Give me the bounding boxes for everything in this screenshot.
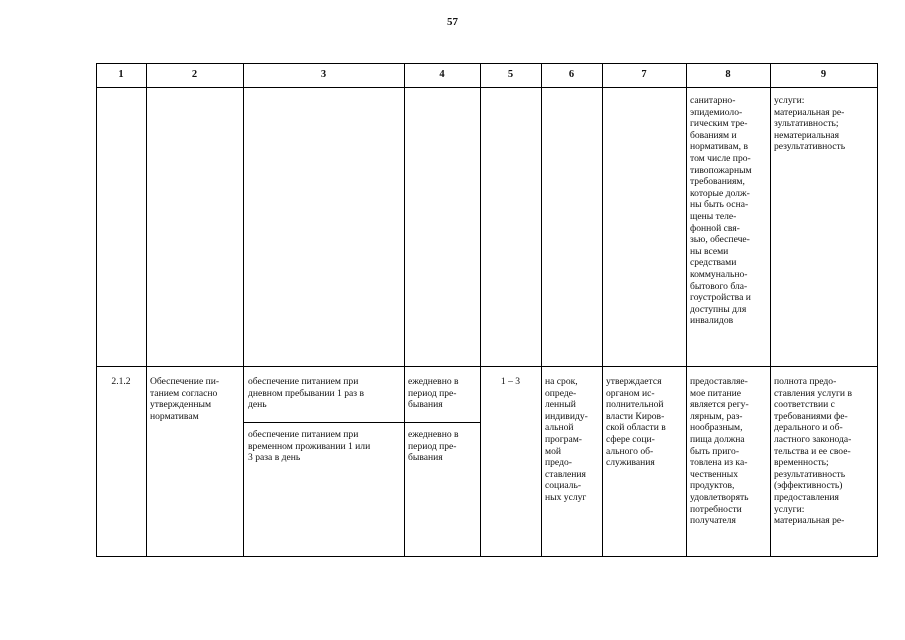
row-b-term-cell: на срок, опреде- ленный индивиду- альной програм- мой предо- ставления социаль- ных услуг bbox=[545, 376, 588, 503]
column-header-7: 7 bbox=[641, 69, 647, 80]
row-b-service-content-bottom-cell: обеспечение питанием при временном проживании 1 или 3 раза в день bbox=[248, 429, 371, 464]
row-b-service-content-top-cell: обеспечение питанием при дневном пребывании 1 раз в день bbox=[248, 376, 364, 411]
row-b-service-name-cell: Обеспечение пи- танием согласно утвержденным нормативам bbox=[150, 376, 220, 422]
column-header-2: 2 bbox=[191, 69, 198, 80]
row-b-number-cell: 2.1.2 bbox=[111, 376, 131, 387]
row-b-volume-cell: 1 – 3 bbox=[500, 376, 521, 387]
row-a-evaluation-cell: услуги: материальная ре- зультативность; нематериальная результативность bbox=[774, 95, 846, 153]
row-b-norms-cell: утверждается органом ис- полнительной власти Киров- ской области в сфере соци- ального об- служивания bbox=[606, 376, 666, 469]
column-header-8: 8 bbox=[725, 69, 731, 80]
row-b-requirements-cell: предоставляе- мое питание является регу- лярным, раз- нообразным, пища должна быть приго- товлена из ка- чественных продуктов, удовлетворять потребности получателя bbox=[690, 376, 749, 527]
row-b-evaluation-cell: полнота предо- ставления услуги в соответствии с требованиями фе- дерального и об- ластного законода- тельства и ее свое- временность; результативность (эффективность) предоставления услуги: материальная ре- bbox=[774, 376, 852, 527]
row-b-frequency-bottom-cell: ежедневно в период пре- бывания bbox=[408, 429, 459, 464]
page-number: 57 bbox=[447, 16, 458, 28]
column-header-5: 5 bbox=[507, 69, 514, 80]
row-b-frequency-top-cell: ежедневно в период пре- бывания bbox=[408, 376, 459, 411]
column-header-6: 6 bbox=[568, 69, 575, 80]
column-header-4: 4 bbox=[439, 69, 445, 80]
column-header-1: 1 bbox=[118, 69, 124, 80]
row-a-requirements-cell: санитарно- эпидемиоло- гическим тре- бованиям и нормативам, в том числе про- тивопожарным требованиям, которые долж- ны быть осна- щены теле- фонной свя- зью, обеспече- ны всеми средствами коммунально- бытового бла- гоустройства и доступны для инвалидов bbox=[690, 95, 752, 327]
column-header-3: 3 bbox=[320, 69, 327, 80]
column-header-9: 9 bbox=[820, 69, 827, 80]
